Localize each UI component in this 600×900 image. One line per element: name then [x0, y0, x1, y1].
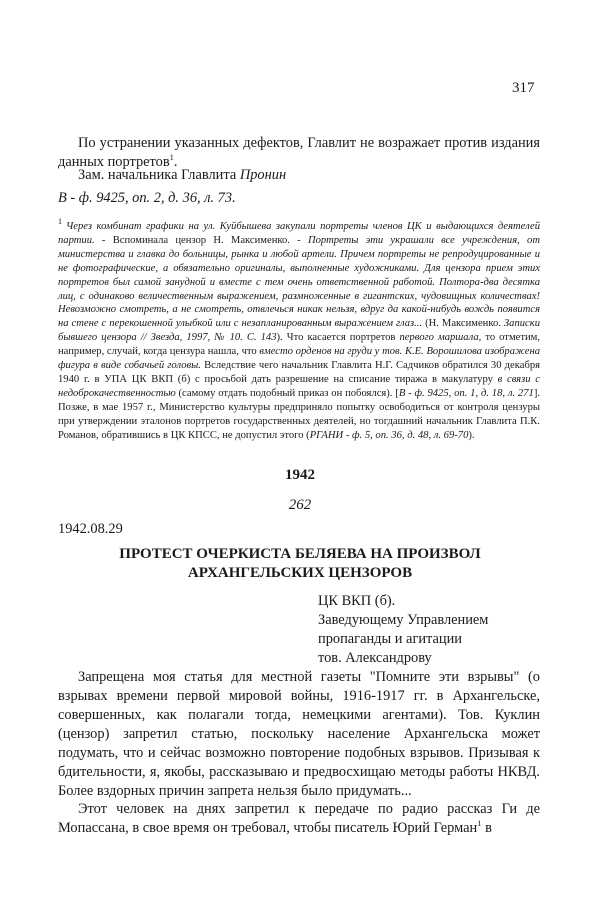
footnote-part: Через комбинат графики на ул. Куйбышева закупали портреты членов ЦК и выдающихся деятелей партии.	[58, 221, 540, 246]
signature-line	[78, 167, 286, 184]
page-number: 317	[512, 80, 535, 96]
footnote-part: Вследствие чего начальник Главлита Н.Г. Садчиков обратился 30 декабря 1940 г. в УПА ЦК ВКП (б) с просьбой дать разрешение на списание тиража в макулатуру	[58, 360, 540, 385]
year-heading: 1942	[285, 467, 315, 483]
document-number: 262	[288, 497, 312, 513]
footnote-part: в связи с недоброкачественностью	[58, 373, 540, 399]
footnote-part: первого маршала	[399, 332, 479, 344]
addressee-block	[318, 592, 488, 668]
footnote-part: Записки бывшего цензора // Звезда, 1997, № 10. С. 143	[58, 318, 540, 344]
body-text-end: в	[481, 820, 492, 836]
signature-position: Зам. начальника Главлита	[78, 167, 237, 183]
document-title	[60, 545, 540, 583]
approval-text-end: .	[173, 154, 178, 170]
footnote-part: вместо орденов на груди у тов. К.Е. Ворошилова изображена фигура в виде собачьей головы.	[58, 346, 540, 372]
addressee-line: Заведующему Управлением	[318, 612, 489, 628]
footnote-part: ).	[468, 429, 475, 441]
footnote-part: РГАНИ - ф. 5, оп. 36, д. 48, л. 69-70	[309, 429, 469, 441]
footnote-part: - Вспоминала цензор Н. Максименко. -	[94, 234, 308, 246]
footnote-part: (самому отдать подобный приказ он побоялся). [	[175, 387, 399, 399]
footnote-part: (Н. Максименко.	[422, 318, 504, 330]
footnote	[58, 217, 541, 443]
footnote-part: ). Что касается портретов	[276, 332, 400, 344]
document-date: 1942.08.29	[58, 521, 123, 537]
body-paragraph	[58, 800, 540, 838]
addressee-line: пропаганды и агитации	[318, 631, 463, 647]
footnote-part: В - ф. 9425, оп. 1, д. 18, л. 271	[398, 387, 534, 399]
body-text: Этот человек на днях запретил к передаче по радио рассказ Ги де Мопассана, в свое время он требовал, чтобы писатель Юрий Герман	[58, 801, 540, 836]
addressee-line: ЦК ВКП (б).	[318, 593, 396, 609]
footnote-part: , то отметим, например, случай, когда цензура нашла, что	[58, 332, 540, 358]
title-line: ПРОТЕСТ ОЧЕРКИСТА БЕЛЯЕВА НА ПРОИЗВОЛ	[119, 546, 481, 562]
approval-text: По устранении указанных дефектов, Главлит не возражает против издания данных портретов	[58, 135, 540, 170]
archive-reference: В - ф. 9425, оп. 2, д. 36, л. 73.	[58, 190, 236, 206]
footnote-part: Портреты эти украшали все учреждения, от министерства и главка до больницы, рынка и любой артели. Причем портреты не репродуцированные и не фотографические, а обязательно оригиналы, выполненные художниками. Для цензора прием этих портретов был самой занудной и вместе с тем очень ответственной работой. Полтора-два десятка лиц, с одинаково величественным выражением, размноженные в гигантских, чудовищных количествах! Невозможно смотреть, а не смотреть, отвлечься никак нельзя, вдруг да какой-нибудь вождь появится на стене с перекошенной улыбкой или с незапланированным выражением глаз...	[58, 234, 541, 330]
title-line: АРХАНГЕЛЬСКИХ ЦЕНЗОРОВ	[187, 565, 413, 581]
addressee-line: тов. Александрову	[318, 650, 432, 666]
footnote-reference: 1	[477, 818, 482, 829]
footnote-reference: 1	[169, 152, 174, 163]
footnote-mark: 1	[58, 217, 62, 227]
body-paragraph: Запрещена моя статья для местной газеты "Помните эти взрывы" (о взрывах времени первой мировой войны, 1916-1917 гг. в Архангельске, совершенных, как полагали тогда, немецкими агентами). Тов. Куклин (цензор) запретил статью, поскольку население Архангельска может подумать, что и сейчас возможно повторение подобных взрывов. Призывая к бдительности, я, якобы, рассказываю и предвосхищаю методы работы НКВД. Более вздорных причин запрета нельзя было придумать...	[58, 669, 540, 799]
footnote-part: ]. Позже, в мае 1957 г., Министерство культуры предприняло попытку освободиться от контроля цензуры при утверждении эталонов портретов государственных деятелей, но тогдашний начальник Главлита П.К. Романов, обратившись в ЦК КПСС, не допустил этого (	[58, 387, 541, 441]
signature-name: Пронин	[239, 167, 287, 183]
